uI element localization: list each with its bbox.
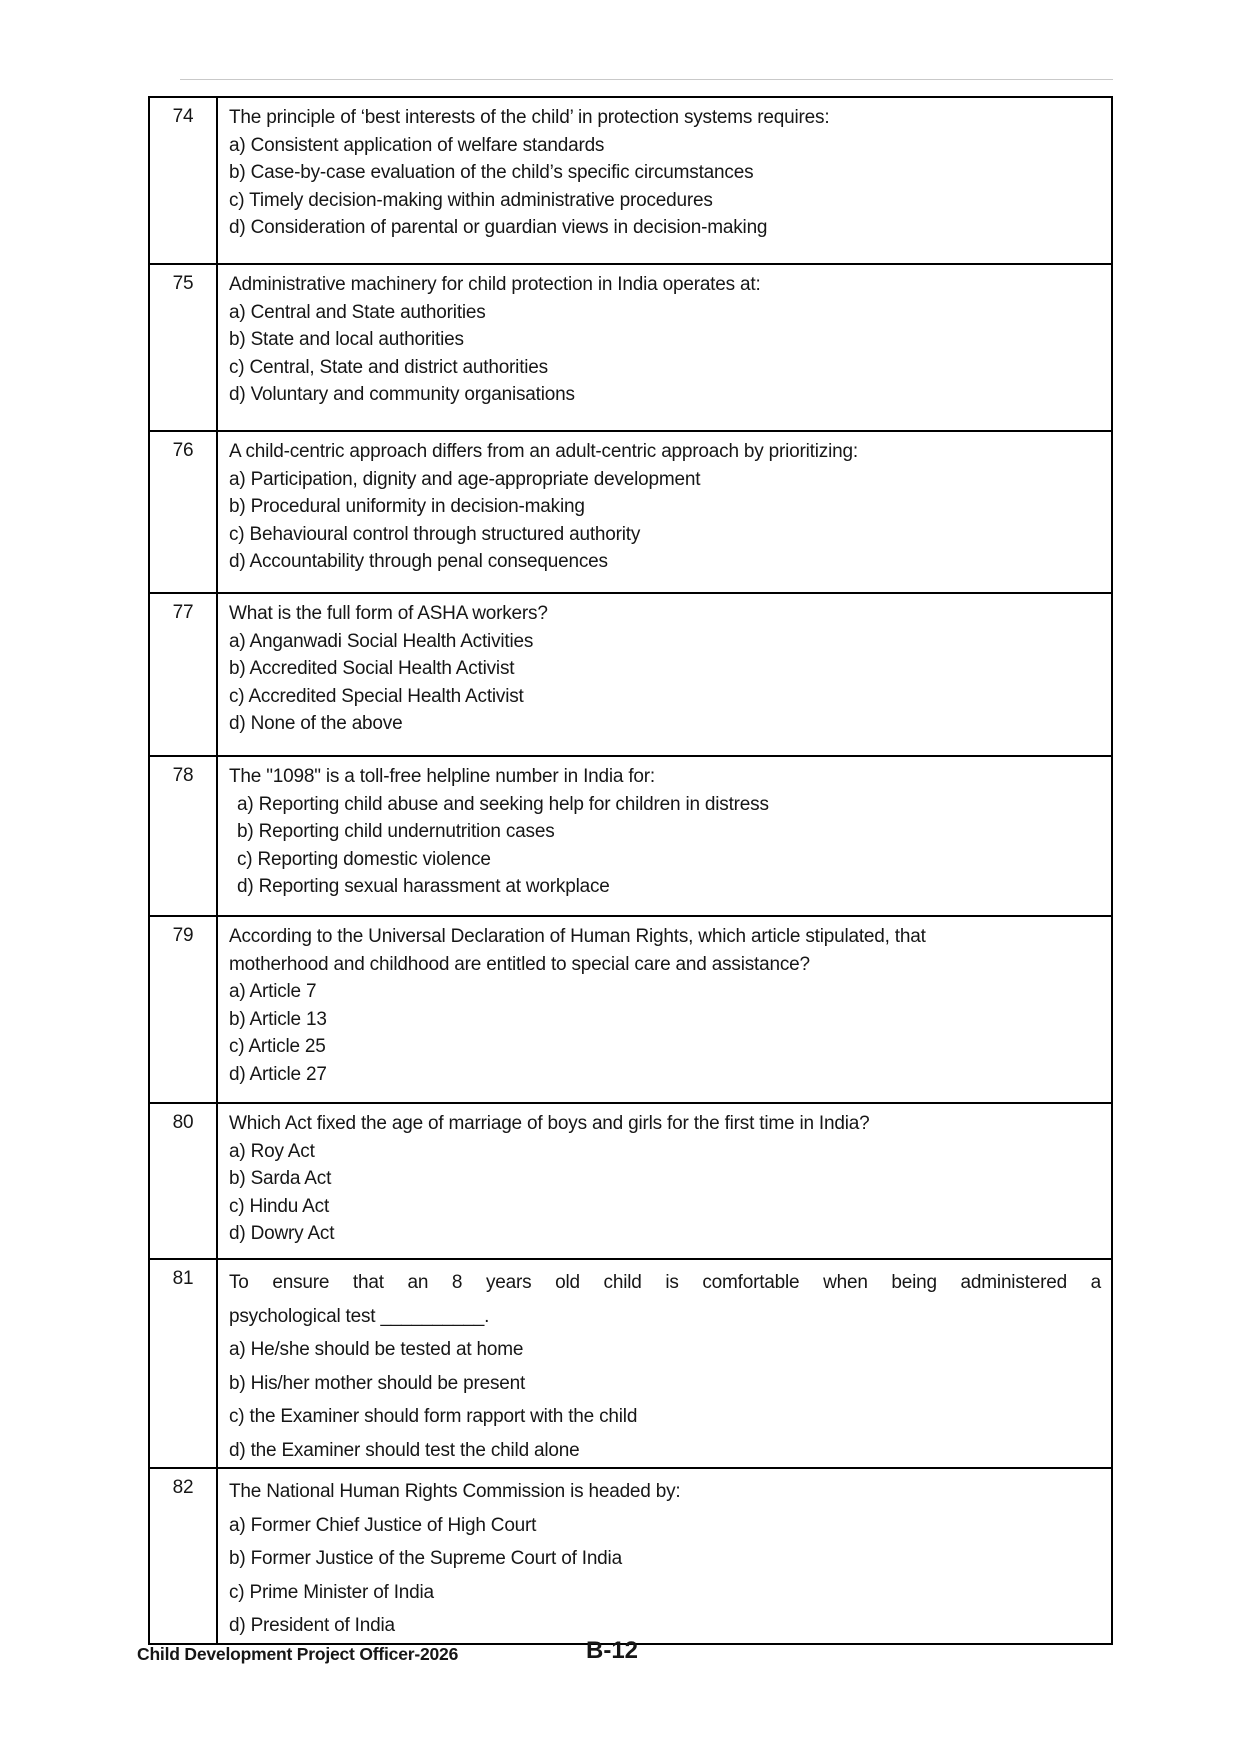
option-line: b) Accredited Social Health Activist (229, 658, 515, 679)
question-text-line: To ensure that an 8 years old child is comfortable when being administered a (229, 1272, 1101, 1293)
question-number: 77 (149, 593, 217, 756)
question-text-line: Which Act fixed the age of marriage of boys and girls for the first time in India? (229, 1113, 870, 1134)
question-text-line: The National Human Rights Commission is headed by: (229, 1481, 681, 1502)
question-number: 79 (149, 916, 217, 1103)
question-row (149, 1259, 1112, 1468)
question-text-line: According to the Universal Declaration of Human Rights, which article stipulated, that (229, 926, 926, 947)
option-line: a) Central and State authorities (229, 301, 486, 323)
question-table-body (149, 97, 1112, 1644)
question-content (217, 1103, 1112, 1259)
question-text-line: The principle of ‘best interests of the child’ in protection systems requires: (229, 107, 830, 128)
option-line: c) Timely decision-making within administrative procedures (229, 189, 713, 211)
question-row (149, 593, 1112, 756)
option-line: a) Participation, dignity and age-appropriate development (229, 468, 701, 490)
question-row (149, 431, 1112, 593)
question-text-line: Administrative machinery for child protection in India operates at: (229, 274, 761, 295)
question-table (148, 96, 1113, 1645)
option-line: d) Article 27 (229, 1063, 327, 1085)
option-line: a) Former Chief Justice of High Court (229, 1514, 537, 1536)
question-row (149, 1468, 1112, 1644)
footer-page-number: B-12 (586, 1637, 639, 1664)
option-line: b) Reporting child undernutrition cases (237, 821, 555, 842)
question-number: 76 (149, 431, 217, 593)
question-row (149, 1103, 1112, 1259)
question-number: 74 (149, 97, 217, 264)
footer-exam-title: Child Development Project Officer-2026 (137, 1644, 459, 1664)
question-number: 75 (149, 264, 217, 431)
option-line: b) Article 13 (229, 1008, 327, 1030)
question-number: 78 (149, 756, 217, 916)
option-line: d) the Examiner should test the child alone (229, 1439, 580, 1461)
question-number: 80 (149, 1103, 217, 1259)
question-text-line: psychological test __________. (229, 1305, 490, 1327)
option-line: c) Accredited Special Health Activist (229, 685, 524, 707)
option-line: d) Dowry Act (229, 1223, 335, 1244)
question-text-line: What is the full form of ASHA workers? (229, 603, 548, 624)
option-line: a) Consistent application of welfare standards (229, 134, 605, 156)
option-line: c) Prime Minister of India (229, 1581, 434, 1603)
option-line: c) the Examiner should form rapport with the child (229, 1406, 638, 1427)
question-content (217, 593, 1112, 756)
question-text-line: The "1098" is a toll-free helpline number in India for: (229, 766, 656, 787)
option-line: b) His/her mother should be present (229, 1372, 526, 1394)
option-line: c) Hindu Act (229, 1195, 330, 1217)
option-line: d) Accountability through penal consequences (229, 551, 608, 572)
question-content (217, 431, 1112, 593)
scan-artifact-line (180, 79, 1113, 80)
question-content (217, 264, 1112, 431)
option-line: b) Sarda Act (229, 1168, 332, 1189)
option-line: b) Former Justice of the Supreme Court of India (229, 1548, 622, 1569)
option-line: d) Reporting sexual harassment at workplace (237, 876, 610, 897)
question-row (149, 264, 1112, 431)
option-line: b) Procedural uniformity in decision-making (229, 496, 585, 517)
option-line: a) He/she should be tested at home (229, 1339, 524, 1360)
question-content (217, 756, 1112, 916)
question-row (149, 916, 1112, 1103)
option-line: c) Article 25 (229, 1036, 326, 1057)
question-content (217, 1259, 1112, 1468)
option-line: a) Reporting child abuse and seeking help for children in distress (237, 793, 769, 815)
question-text-line: A child-centric approach differs from an adult-centric approach by prioritizing: (229, 441, 858, 462)
option-line: b) State and local authorities (229, 329, 464, 350)
question-number: 82 (149, 1468, 217, 1644)
question-content (217, 916, 1112, 1103)
option-line: a) Roy Act (229, 1140, 315, 1162)
option-line: b) Case-by-case evaluation of the child’s specific circumstances (229, 162, 754, 183)
question-text-line: motherhood and childhood are entitled to special care and assistance? (229, 953, 810, 975)
option-line: c) Reporting domestic violence (237, 848, 491, 870)
option-line: c) Behavioural control through structured authority (229, 523, 641, 545)
question-row (149, 97, 1112, 264)
option-line: a) Anganwadi Social Health Activities (229, 630, 534, 652)
option-line: d) Consideration of parental or guardian views in decision-making (229, 217, 768, 238)
option-line: d) Voluntary and community organisations (229, 384, 575, 405)
option-line: a) Article 7 (229, 981, 317, 1002)
option-line: d) None of the above (229, 713, 403, 734)
question-content (217, 1468, 1112, 1644)
question-number: 81 (149, 1259, 217, 1468)
question-content (217, 97, 1112, 264)
option-line: d) President of India (229, 1615, 395, 1636)
question-row (149, 756, 1112, 916)
option-line: c) Central, State and district authorities (229, 356, 548, 378)
